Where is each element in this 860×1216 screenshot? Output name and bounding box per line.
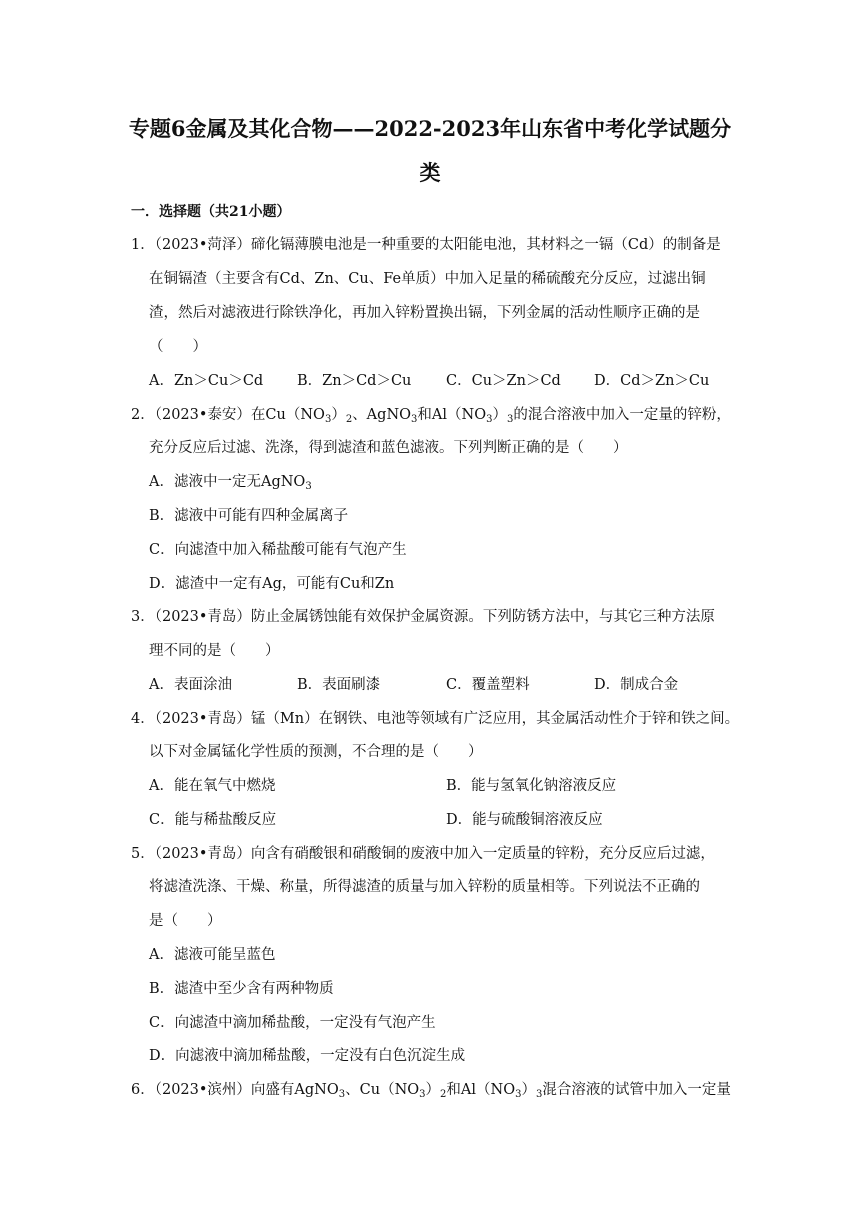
subscript: 3: [506, 414, 514, 425]
q3-option-a: A．表面涂油: [149, 677, 232, 693]
q3-option-d: D．制成合金: [594, 677, 679, 693]
q1-line-3: 渣，然后对滤液进行除铁净化，再加入锌粉置换出镉，下列金属的活动性顺序正确的是: [149, 305, 700, 321]
q1-line-4: （ ）: [149, 339, 207, 355]
q5-option-d: D．向滤液中滴加稀盐酸，一定没有白色沉淀生成: [149, 1048, 466, 1064]
q4-option-d: D．能与硫酸铜溶液反应: [446, 812, 603, 828]
q2-line-2: 充分反应后过滤、洗涤，得到滤渣和蓝色滤液。下列判断正确的是（ ）: [149, 440, 628, 456]
q1-option-d: D．Cd＞Zn＞Cu: [594, 373, 710, 389]
subscript: 3: [515, 1089, 522, 1100]
document-title-line-1: 专题6金属及其化合物——2022-2023年山东省中考化学试题分: [128, 116, 732, 141]
subscript: 2: [440, 1089, 447, 1100]
q2-line-1: [131, 408, 731, 423]
subscript: 3: [324, 414, 332, 425]
q2-text: ）: [492, 407, 507, 423]
q2-text: 2．（2023•泰安）在Cu（NO: [131, 407, 325, 423]
q6-line-1: [131, 1083, 731, 1098]
document-title-line-2: 类: [419, 160, 441, 185]
q3-option-c: C．覆盖塑料: [446, 677, 530, 693]
q5-option-a: A．滤液可能呈蓝色: [149, 947, 276, 963]
subscript: 3: [411, 414, 418, 425]
q4-option-b: B．能与氢氧化钠溶液反应: [446, 778, 617, 794]
subscript: 3: [486, 414, 493, 425]
q2-text: 、AgNO: [352, 407, 412, 423]
q6-text: 6．（2023•滨州）向盛有AgNO: [131, 1082, 339, 1098]
q2-option-c: C．向滤渣中加入稀盐酸可能有气泡产生: [149, 542, 407, 558]
q2-text: 和Al（NO: [417, 407, 487, 423]
q1-option-c: C．Cu＞Zn＞Cd: [446, 373, 561, 389]
q1-option-a: A．Zn＞Cu＞Cd: [149, 373, 264, 389]
q2-text: ）: [331, 407, 346, 423]
q6-text: 混合溶液的试管中加入一定量: [542, 1082, 731, 1098]
subscript: 3: [535, 1089, 543, 1100]
q4-option-a: A．能在氧气中燃烧: [149, 778, 276, 794]
subscript: 3: [338, 1089, 346, 1100]
section-heading: 一．选择题（共21小题）: [131, 204, 291, 220]
q2-option-d: D．滤渣中一定有Ag，可能有Cu和Zn: [149, 576, 395, 592]
q1-line-2: 在铜镉渣（主要含有Cd、Zn、Cu、Fe单质）中加入足量的稀硫酸充分反应，过滤出铜: [149, 271, 706, 287]
q3-line-2: 理不同的是（ ）: [149, 643, 280, 659]
q4-line-1: 4．（2023•青岛）锰（Mn）在钢铁、电池等领域有广泛应用，其金属活动性介于锌和铁之间。: [131, 711, 740, 727]
q5-option-b: B．滤渣中至少含有两种物质: [149, 981, 334, 997]
q5-line-2: 将滤渣洗涤、干燥、称量，所得滤渣的质量与加入锌粉的质量相等。下列说法不正确的: [149, 879, 700, 895]
q5-line-3: 是（ ）: [149, 913, 222, 929]
q5-line-1: 5．（2023•青岛）向含有硝酸银和硝酸铜的废液中加入一定质量的锌粉，充分反应后过滤，: [131, 846, 715, 862]
q3-line-1: 3．（2023•青岛）防止金属锈蚀能有效保护金属资源。下列防锈方法中，与其它三种方法原: [131, 609, 715, 625]
q6-text: ）: [425, 1082, 441, 1098]
q1-line-1: 1．（2023•菏泽）碲化镉薄膜电池是一种重要的太阳能电池，其材料之一镉（Cd）的制备是: [131, 237, 721, 253]
q4-option-c: C．能与稀盐酸反应: [149, 812, 277, 828]
q4-line-2: 以下对金属锰化学性质的预测，不合理的是（ ）: [149, 744, 483, 760]
q2-option-a-text: A．滤液中一定无AgNO: [149, 474, 306, 490]
q2-option-a: [149, 475, 312, 490]
subscript: 3: [305, 481, 312, 492]
q3-option-b: B．表面刷漆: [297, 677, 381, 693]
q6-text: ）: [521, 1082, 536, 1098]
q6-text: 、Cu（NO: [345, 1082, 420, 1098]
subscript: 3: [419, 1089, 426, 1100]
q2-text: 的混合溶液中加入一定量的锌粉，: [513, 407, 731, 423]
q1-option-b: B．Zn＞Cd＞Cu: [297, 373, 412, 389]
q6-text: 和Al（NO: [446, 1082, 516, 1098]
q5-option-c: C．向滤渣中滴加稀盐酸，一定没有气泡产生: [149, 1015, 436, 1031]
subscript: 2: [345, 414, 353, 425]
q2-option-b: B．滤液中可能有四种金属离子: [149, 508, 349, 524]
